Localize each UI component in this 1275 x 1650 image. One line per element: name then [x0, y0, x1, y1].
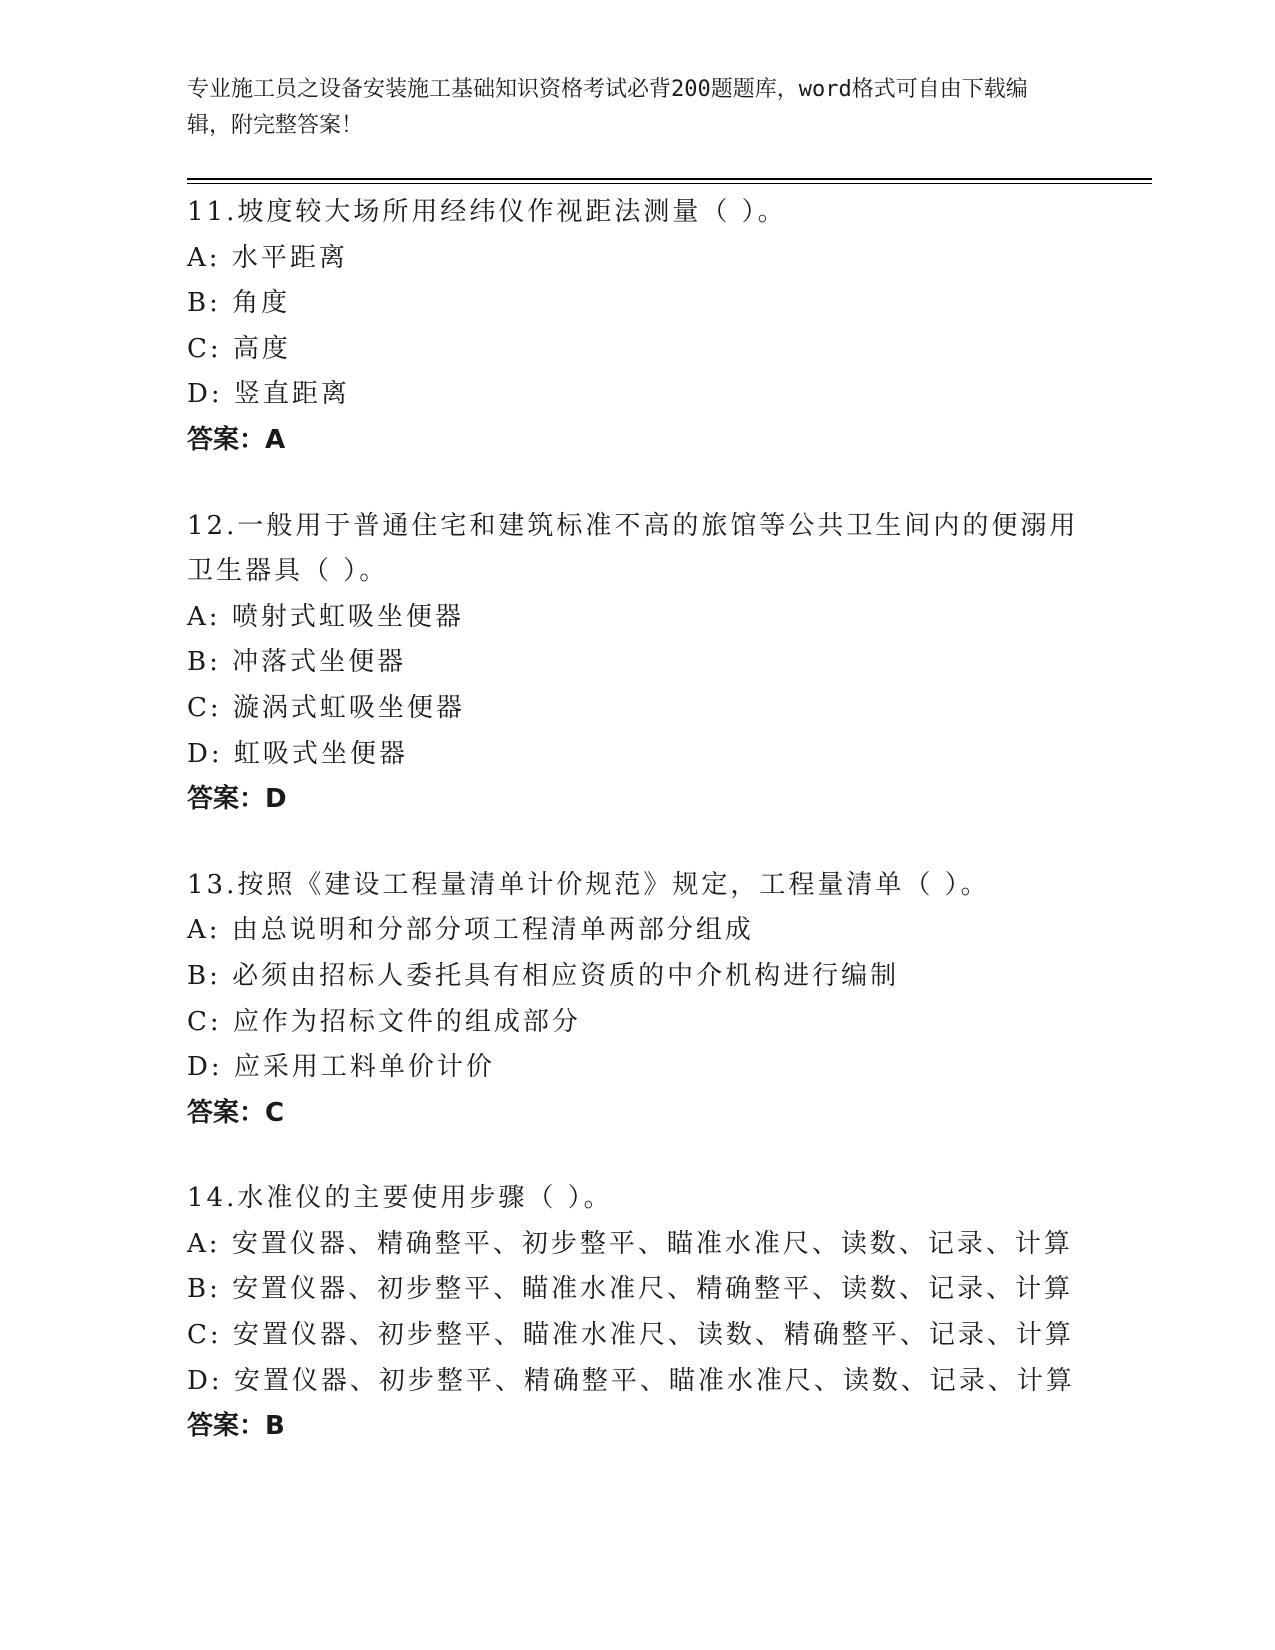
option-text: 喷射式虹吸坐便器 — [231, 601, 464, 632]
answer-line — [187, 777, 1087, 823]
question-stem: 坡度较大场所用经纬仪作视距法测量（ ）。 — [237, 197, 787, 227]
option-b — [187, 640, 1087, 686]
option-d — [187, 1359, 1087, 1405]
option-text: 必须由招标人委托具有相应资质的中介机构进行编制 — [232, 960, 900, 991]
option-text: 虹吸式坐便器 — [233, 738, 408, 769]
option-letter: B: — [187, 647, 221, 678]
option-text: 角度 — [232, 288, 291, 319]
option-b — [187, 1267, 1087, 1313]
option-b — [187, 281, 1087, 327]
answer-value: D — [265, 784, 287, 815]
option-letter: D: — [187, 738, 223, 769]
question-number: 14. — [187, 1183, 238, 1214]
answer-value: B — [265, 1411, 285, 1442]
option-letter: B: — [187, 1274, 221, 1305]
option-a — [187, 908, 1087, 954]
option-letter: A: — [187, 1228, 221, 1259]
document-header: 专业施工员之设备安装施工基础知识资格考试必背200题题库，word格式可自由下载编辑，附完整答案！ — [187, 77, 1028, 138]
option-text: 应作为招标文件的组成部分 — [232, 1006, 581, 1037]
option-c — [187, 327, 1087, 373]
option-d — [187, 1045, 1087, 1091]
question-14 — [187, 1176, 1087, 1450]
question-number: 11. — [187, 197, 238, 227]
option-letter: B: — [187, 288, 221, 319]
answer-label: 答案： — [187, 784, 266, 815]
question-list — [187, 190, 1087, 1490]
question-number: 13. — [187, 869, 238, 900]
option-d — [187, 372, 1087, 418]
option-letter: A: — [187, 601, 221, 632]
question-13 — [187, 863, 1087, 1137]
option-text: 安置仪器、精确整平、初步整平、瞄准水准尺、读数、记录、计算 — [231, 1228, 1073, 1259]
answer-label: 答案： — [187, 1097, 266, 1128]
question-11 — [187, 190, 1087, 464]
option-a — [187, 236, 1087, 282]
option-c — [187, 686, 1087, 732]
question-text — [187, 504, 1087, 595]
option-text: 应采用工料单价计价 — [233, 1052, 495, 1083]
option-a — [187, 595, 1087, 641]
option-b — [187, 954, 1087, 1000]
option-letter: C: — [187, 333, 222, 364]
option-letter: D: — [187, 1052, 223, 1083]
answer-value: A — [265, 424, 286, 455]
option-text: 高度 — [232, 333, 291, 364]
option-d — [187, 732, 1087, 778]
option-text: 竖直距离 — [233, 379, 350, 410]
answer-line — [187, 418, 1087, 464]
option-text: 安置仪器、初步整平、精确整平、瞄准水准尺、读数、记录、计算 — [233, 1365, 1075, 1396]
question-text — [187, 190, 1087, 236]
option-text: 水平距离 — [231, 242, 348, 273]
header-rule-thick — [187, 178, 1152, 180]
option-letter: C: — [187, 692, 222, 723]
option-letter: C: — [187, 1320, 222, 1351]
option-c — [187, 1313, 1087, 1359]
answer-value: C — [265, 1097, 285, 1128]
question-stem: 水准仪的主要使用步骤（ ）。 — [237, 1183, 613, 1214]
question-number: 12. — [187, 510, 238, 541]
answer-label: 答案： — [187, 424, 266, 455]
option-letter: B: — [187, 960, 221, 991]
question-stem: 按照《建设工程量清单计价规范》规定，工程量清单（ ）。 — [237, 869, 990, 900]
answer-label: 答案： — [187, 1411, 266, 1442]
option-text: 安置仪器、初步整平、瞄准水准尺、精确整平、读数、记录、计算 — [232, 1274, 1074, 1305]
option-text: 由总说明和分部分项工程清单两部分组成 — [231, 915, 754, 946]
option-text: 冲落式坐便器 — [232, 647, 407, 678]
question-text — [187, 863, 1087, 909]
option-c — [187, 1000, 1087, 1046]
answer-line — [187, 1404, 1087, 1450]
option-letter: A: — [187, 915, 221, 946]
option-a — [187, 1222, 1087, 1268]
question-stem: 一般用于普通住宅和建筑标准不高的旅馆等公共卫生间内的便溺用卫生器具（ ）。 — [187, 510, 1079, 587]
option-letter: C: — [187, 1006, 222, 1037]
option-letter: D: — [187, 379, 223, 410]
option-text: 安置仪器、初步整平、瞄准水准尺、读数、精确整平、记录、计算 — [232, 1320, 1074, 1351]
option-letter: D: — [187, 1365, 223, 1396]
option-text: 漩涡式虹吸坐便器 — [232, 692, 465, 723]
question-text — [187, 1176, 1087, 1222]
option-letter: A: — [187, 242, 221, 273]
header-rule-thin — [187, 183, 1152, 184]
question-12 — [187, 504, 1087, 823]
answer-line — [187, 1091, 1087, 1137]
